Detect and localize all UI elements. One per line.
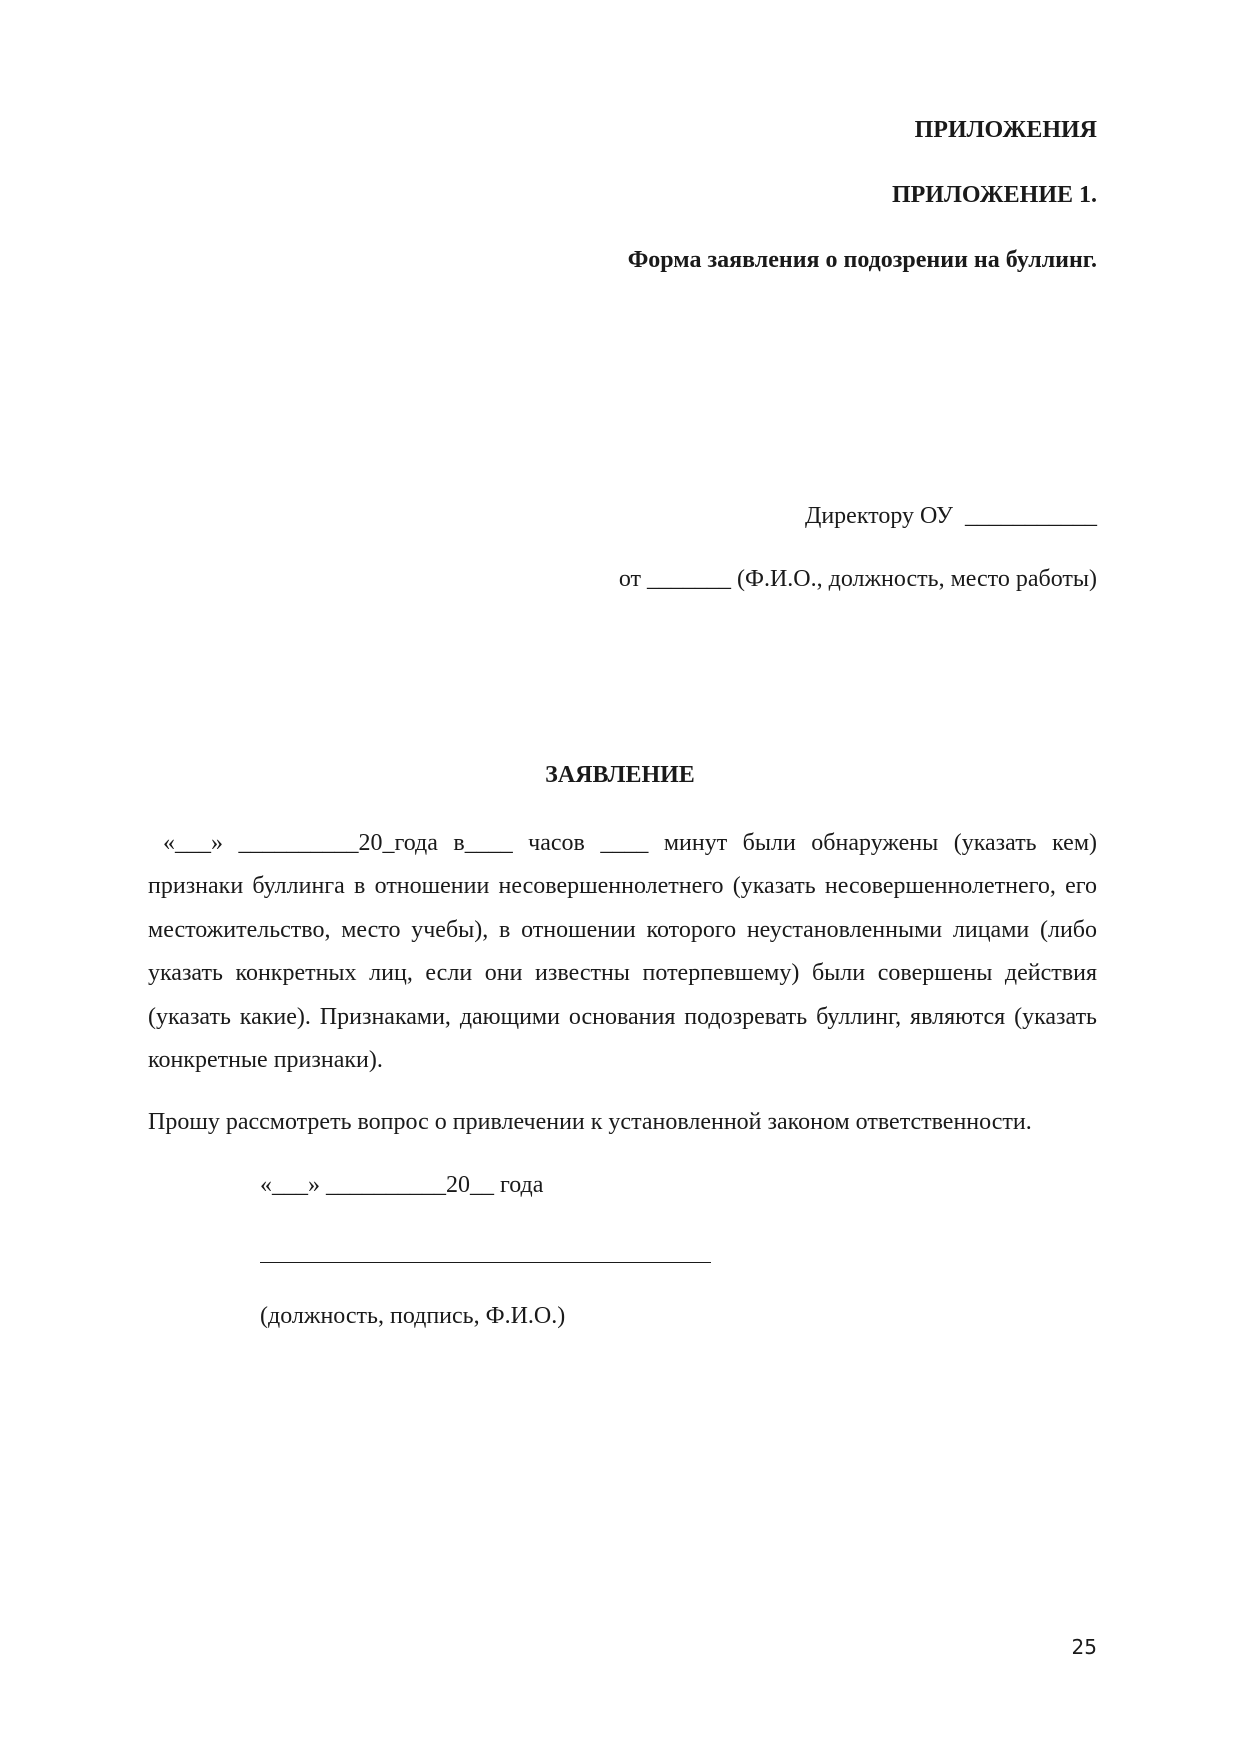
- addressee-line: Директору ОУ ___________: [804, 503, 1097, 529]
- signature-date-line: «___» __________20__ года: [260, 1172, 544, 1198]
- page-number: 25: [1071, 1635, 1097, 1659]
- form-title: Форма заявления о подозрении на буллинг.: [627, 247, 1097, 273]
- statement-body: [148, 822, 1097, 1082]
- request-line: Прошу рассмотреть вопрос о привлечении к установленной законом ответственности.: [148, 1109, 1032, 1135]
- statement-title: ЗАЯВЛЕНИЕ: [545, 762, 695, 788]
- sender-line: от _______ (Ф.И.О., должность, место работы): [618, 566, 1097, 592]
- appendices-heading: ПРИЛОЖЕНИЯ: [914, 117, 1097, 143]
- statement-body-text: «___» __________20_года в____ часов ____ минут были обнаружены (указать кем) признаки буллинга в отношении несовершеннолетнего (указать несовершеннолетнего, его местожительство, место учебы), в отношении которого неустановленными лицами (либо указать конкретных лиц, если они известны потерпевшему) были совершены действия (указать какие). Признаками, дающими основания подозревать буллинг, являются (указать конкретные признаки).: [148, 830, 1097, 1074]
- appendix-1-heading: ПРИЛОЖЕНИЕ 1.: [891, 182, 1097, 208]
- signature-rule: [260, 1262, 711, 1263]
- signature-caption: (должность, подпись, Ф.И.О.): [260, 1303, 566, 1329]
